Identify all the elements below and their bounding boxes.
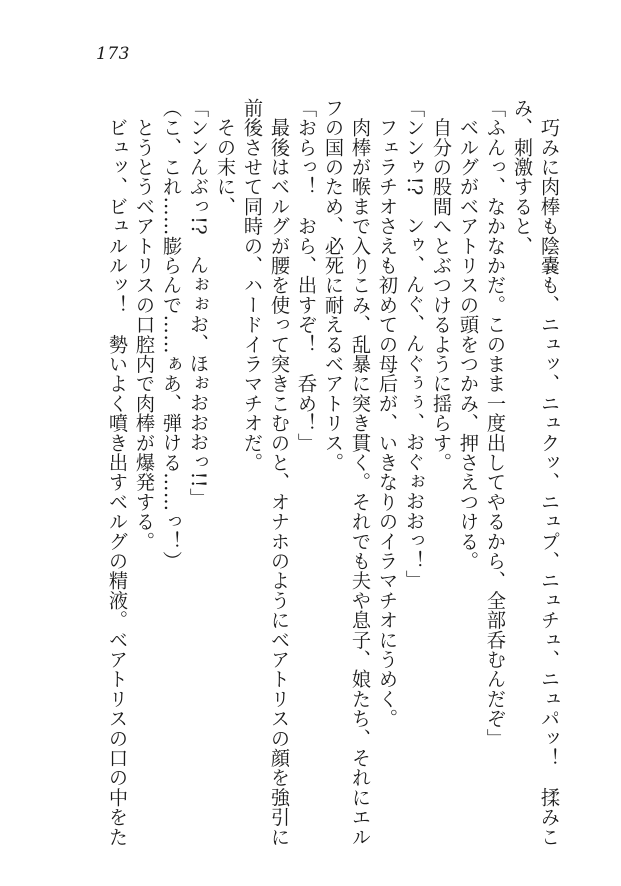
text-line: 自分の股間へとぶつけるように揺らす。 [430,98,453,473]
text-line: フェラチオさえも初めての母后が、いきなりのイラマチオにうめく。 [376,98,399,729]
text-line: ビュッ、ビュルルッ！ 勢いよく噴き出すベルグの精液。ベアトリスの口の中をた [106,98,129,847]
text-line: 巧みに肉棒も陰嚢も、ニュッ、ニュクッ、ニュプ、ニュチュ、ニュパッ！ 揉みこ [538,98,561,847]
text-line: （こ、これ……膨らんで……ぁあ、弾ける……っ！） [160,98,183,571]
text-line: み、刺激すると、 [511,98,534,256]
page-number: 173 [96,44,130,64]
text-line: 肉棒が喉まで入りこみ、乱暴に突き貫く。それでも夫や息子、娘たち、それにエル [349,98,372,847]
body-text [104,98,563,847]
text-line: 「ンンゥ!? ンゥ、んぐ、んぐぅぅ、おぐぉおおっ！」 [403,98,426,590]
text-line: 前後させて同時の、ハードイラマチオだ。 [241,98,264,473]
text-line: ベルグがベアトリスの頭をつかみ、押さえつける。 [457,98,480,571]
text-line: 「ンンんぶっ!? んぉぉお、ほぉおおおっ!!」 [187,98,210,508]
text-line: フの国のため、必死に耐えるベアトリス。 [322,98,345,473]
text-line: 「おらっ！ おら、出すぞ！ 呑め！」 [295,98,318,453]
text-line: その末に、 [214,98,237,217]
text-line: とうとうベアトリスの口腔内で肉棒が爆発する。 [133,98,156,552]
text-line: 最後はベルグが腰を使って突きこむのと、オナホのようにベアトリスの顔を強引に [268,98,291,847]
text-line: 「ふんっ、なかなかだ。このまま一度出してやるから、全部呑むんだぞ」 [484,98,507,749]
